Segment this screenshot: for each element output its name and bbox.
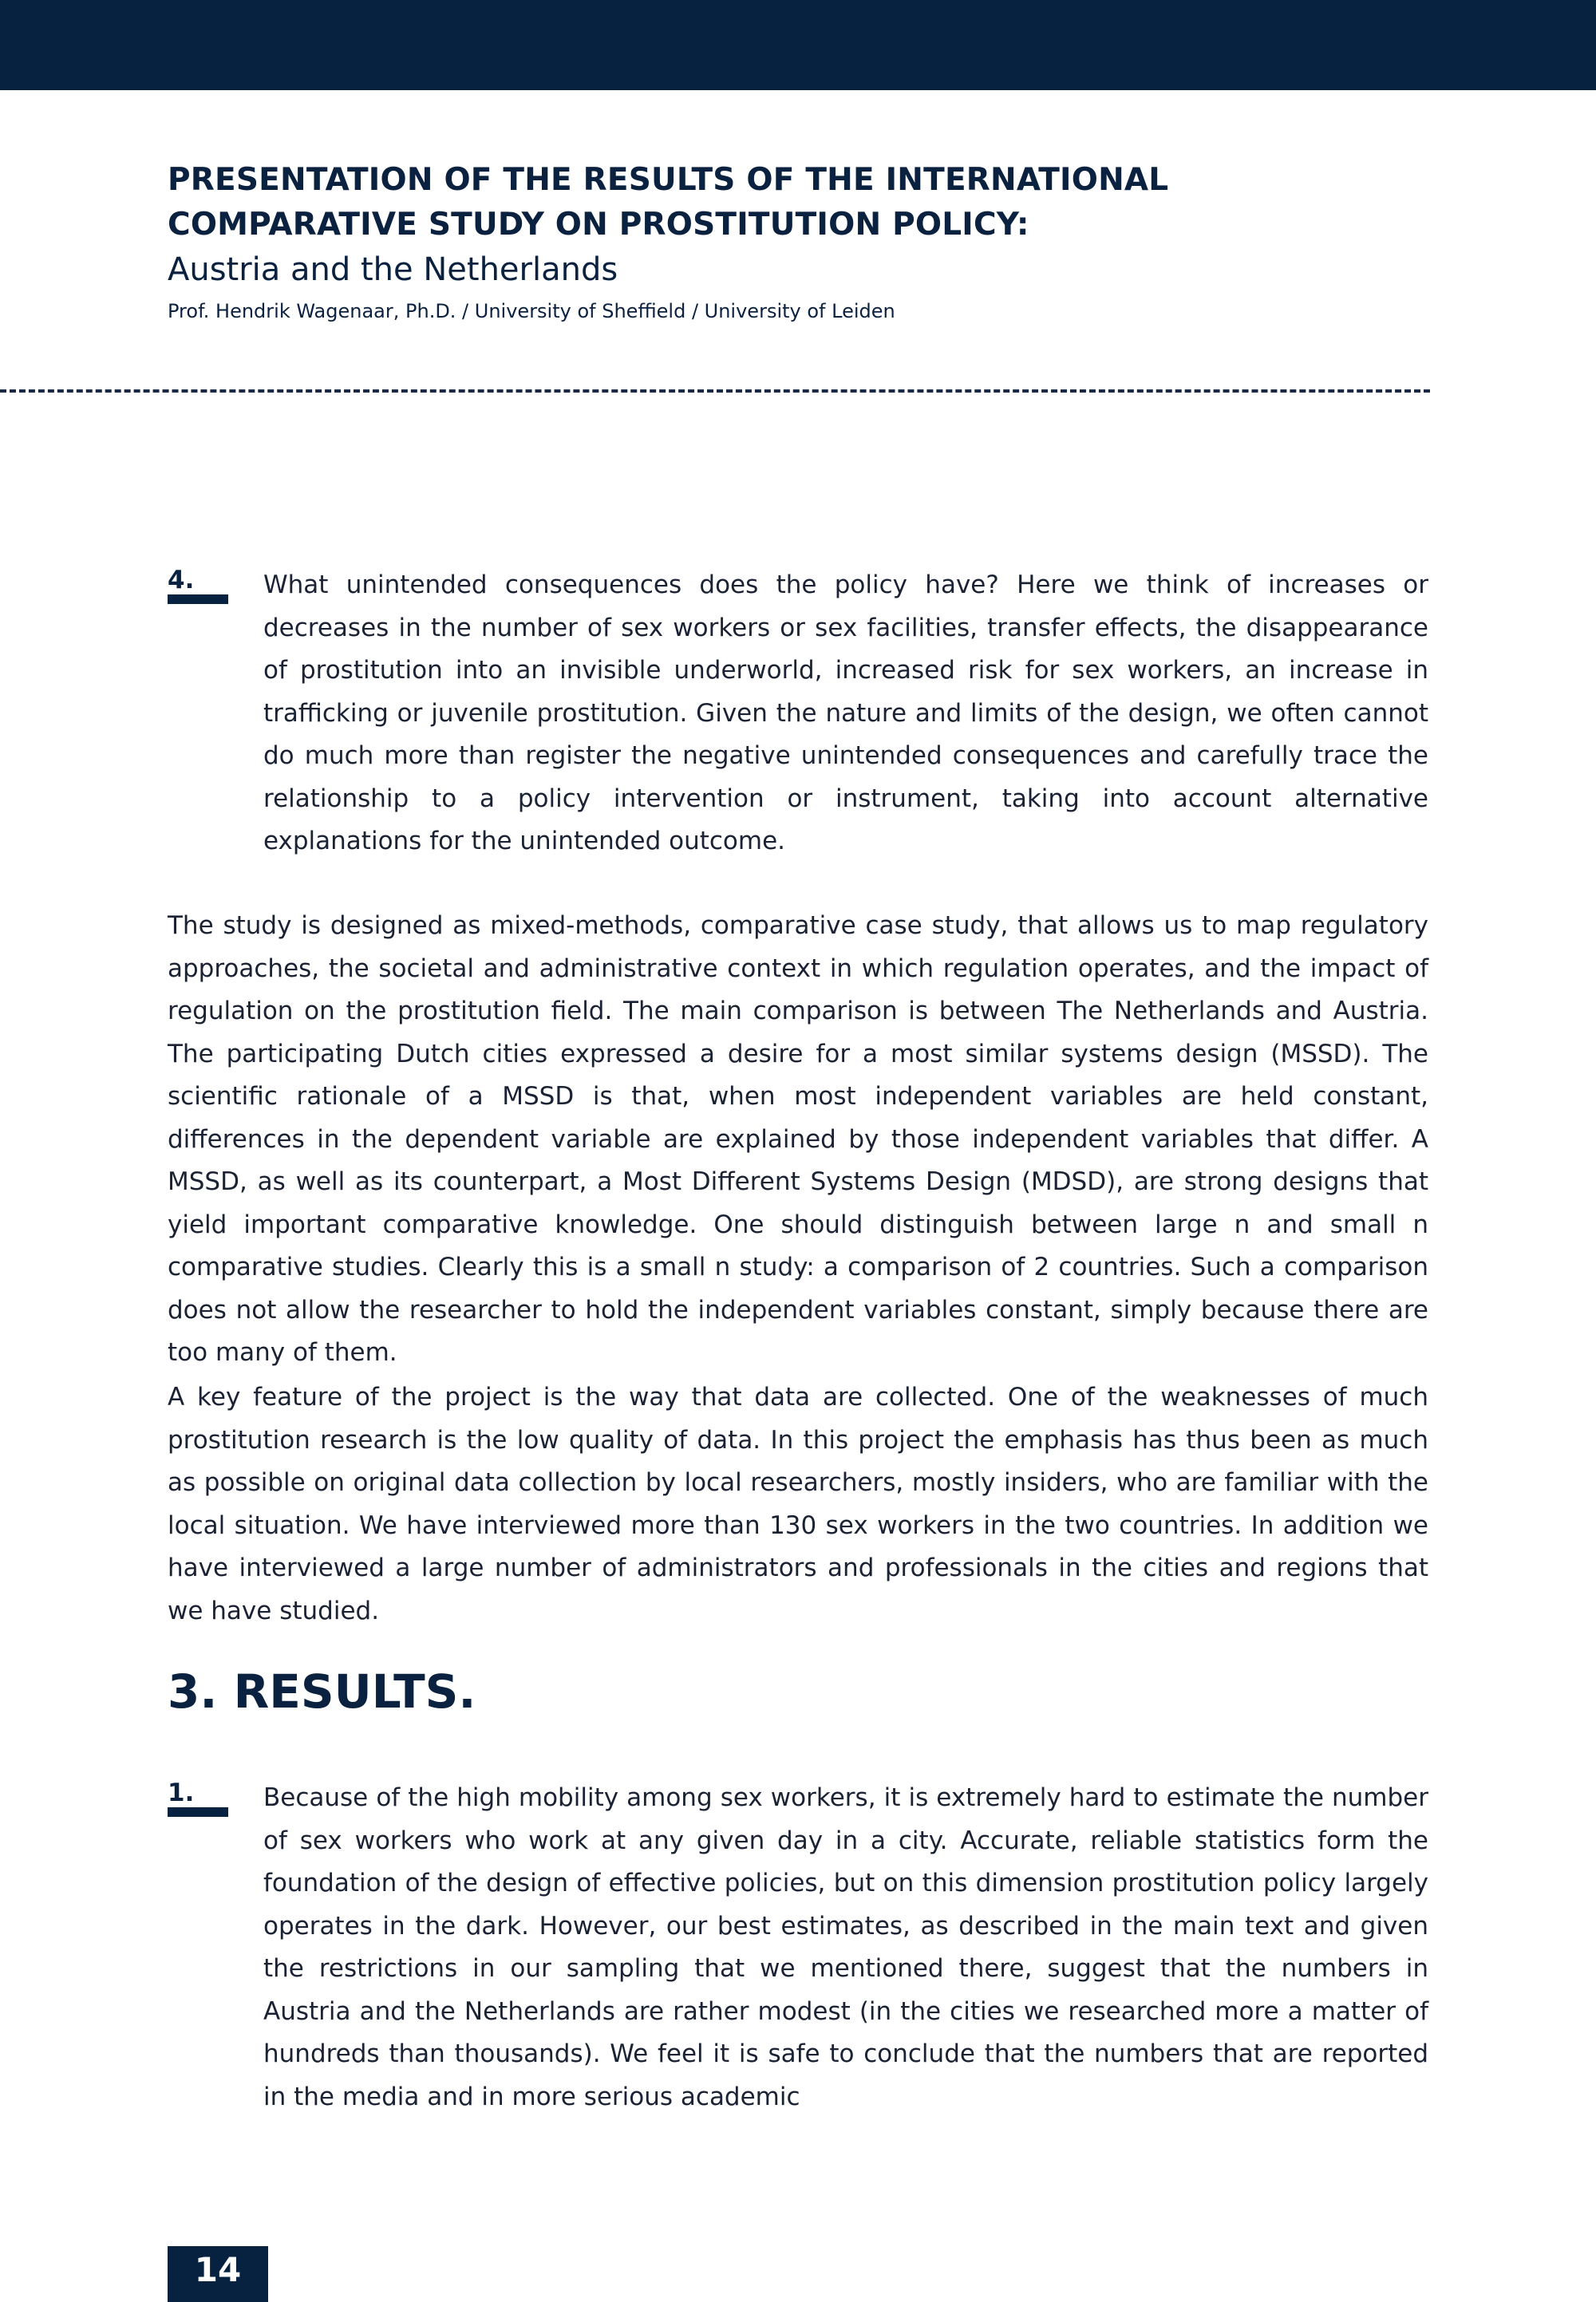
document-header — [168, 158, 1428, 324]
title-line-1: PRESENTATION OF THE RESULTS OF THE INTERNATIONAL — [168, 162, 1169, 198]
item-number: 1. — [168, 1779, 195, 1807]
dashed-divider — [0, 389, 1430, 393]
item-number: 4. — [168, 566, 195, 594]
item-marker — [168, 564, 228, 604]
numbered-item-1 — [168, 1777, 1428, 2118]
document-title — [168, 158, 1428, 247]
item-marker — [168, 1777, 228, 1817]
numbered-item-4 — [168, 564, 1428, 863]
body-paragraph-data-collection: A key feature of the project is the way that data are collected. One of the weaknesses of much prostitution research is the low quality of data. In this project the emphasis has thus been as much as possible on original data collection by local researchers, mostly insiders, who are familiar with the local situation. We have interviewed more than 130 sex workers in the two countries. In addition we have interviewed a large number of administrators and professionals in the cities and regions that we have studied. — [168, 1383, 1428, 1625]
section-heading-results: 3. RESULTS. — [168, 1664, 476, 1719]
item-text: What unintended consequences does the policy have? Here we think of increases or decreases in the number of sex workers or sex facilities, transfer effects, the disappearance of prostitution into an invisible underworld, increased risk for sex workers, an increase in trafficking or juvenile prostitution. Given the nature and limits of the design, we often cannot do much more than register the negative unintended consequences and carefully trace the relationship to a policy intervention or instrument, taking into account alternative explanations for the unintended outcome. — [263, 571, 1428, 855]
author-line: Prof. Hendrik Wagenaar, Ph.D. / University of Sheffield / University of Leiden — [168, 300, 895, 322]
page-number: 14 — [168, 2246, 268, 2302]
document-subtitle: Austria and the Netherlands — [168, 251, 618, 288]
title-line-2: COMPARATIVE STUDY ON PROSTITUTION POLICY: — [168, 207, 1029, 243]
item-text: Because of the high mobility among sex workers, it is extremely hard to estimate the number of sex workers who work at any given day in a city. Accurate, reliable statistics form the foundation of the design of effective policies, but on this dimension prostitution policy largely operates in the dark. However, our best estimates, as described in the main text and given the restrictions in our sampling that we mentioned there, suggest that the numbers in Austria and the Netherlands are rather modest (in the cities we researched more a matter of hundreds than thousands). We feel it is safe to conclude that the numbers that are reported in the media and in more serious academic — [263, 1783, 1428, 2111]
body-paragraph-study-design: The study is designed as mixed-methods, comparative case study, that allows us to map regulatory approaches, the societal and administrative context in which regulation operates, and the impact of regulation on the prostitution field. The main comparison is between The Netherlands and Austria. The participating Dutch cities expressed a desire for a most similar systems design (MSSD). The scientific rationale of a MSSD is that, when most independent variables are held constant, differences in the dependent variable are explained by those independent variables that differ. A MSSD, as well as its counterpart, a Most Different Systems Design (MDSD), are strong designs that yield important comparative knowledge. One should distinguish between large n and small n comparative studies. Clearly this is a small n study: a comparison of 2 countries. Such a comparison does not allow the researcher to hold the independent variables constant, simply because there are too many of them. — [168, 911, 1428, 1367]
top-header-band — [0, 0, 1596, 90]
